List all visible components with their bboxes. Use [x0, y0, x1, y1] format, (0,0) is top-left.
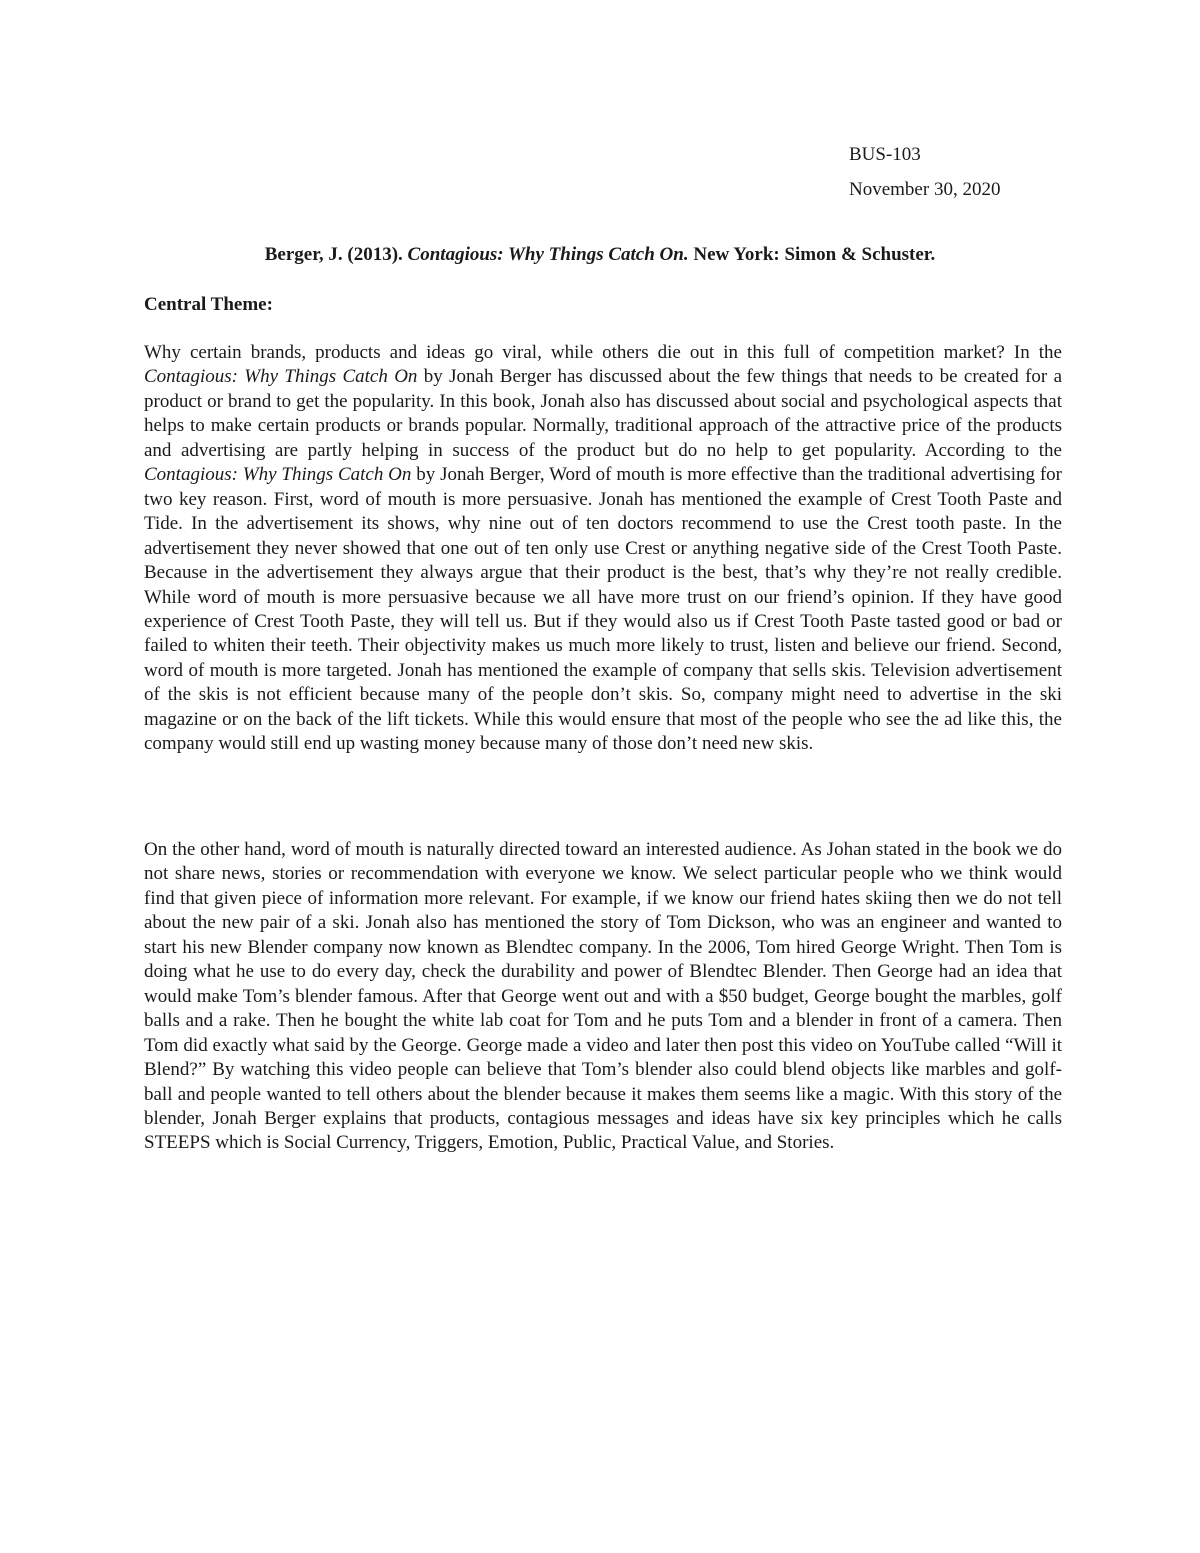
course-code: BUS-103: [849, 144, 921, 165]
paragraph-1-part-1: Why certain brands, products and ideas go viral, while others die out in this full of competition market? In the: [144, 342, 1062, 363]
paragraph-1-part-2: by Jonah Berger has discussed about the few things that needs to be created for a product or brand to get the popularity. In this book, Jonah also has discussed about social and psychological aspects that helps to make certain products or brands popular. Normally, traditional approach of the attractive price of the products and advertising are partly helping in success of the product but do no help to get popularity. According to the: [144, 366, 1063, 461]
paragraph-1-book-title-1: Contagious: Why Things Catch On: [144, 366, 418, 388]
document-date: November 30, 2020: [849, 179, 1001, 200]
document-header: [849, 143, 1000, 213]
paragraph-1-book-title-2: Contagious: Why Things Catch On: [144, 464, 412, 486]
body-paragraph-1: [144, 341, 1062, 757]
body-paragraph-2: On the other hand, word of mouth is naturally directed toward an interested audience. As Johan stated in the book we do not share news, stories or recommendation with everyone we know. We select particular people who we think would find that given piece of information more relevant. For example, if we know our friend hates skiing then we do not tell about the new pair of a ski. Jonah also has mentioned the story of Tom Dickson, who was an engineer and wanted to start his new Blender company now known as Blendtec company. In the 2006, Tom hired George Wright. Then Tom is doing what he use to do every day, check the durability and power of Blendtec Blender. Then George had an idea that would make Tom’s blender famous. After that George went out and with a $50 budget, George bought the marbles, golf balls and a rake. Then he bought the white lab coat for Tom and he puts Tom and a blender in front of a camera. Then Tom did exactly what said by the George. George made a video and later then post this video on YouTube called “Will it Blend?” By watching this video people can believe that Tom’s blender also could blend objects like marbles and golf-ball and people wanted to tell others about the blender because it makes them seems like a magic. With this story of the blender, Jonah Berger explains that products, contagious messages and ideas have six key principles which he calls STEEPS which is Social Currency, Triggers, Emotion, Public, Practical Value, and Stories.: [144, 839, 1062, 1154]
citation-publisher: New York: Simon & Schuster.: [693, 244, 936, 265]
section-heading: Central Theme:: [144, 294, 273, 315]
citation-author-year: Berger, J. (2013).: [264, 244, 403, 265]
paragraph-1-part-3: by Jonah Berger, Word of mouth is more effective than the traditional advertising for two key reason. First, word of mouth is more persuasive. Jonah has mentioned the example of Crest Tooth Paste and Tide. In the advertisement its shows, why nine out of ten doctors recommend to use the Crest tooth paste. In the advertisement they never showed that one out of ten only use Crest or anything negative side of the Crest Tooth Paste. Because in the advertisement they always argue that their product is the best, that’s why they’re not really credible. While word of mouth is more persuasive because we all have more trust on our friend’s opinion. If they have good experience of Crest Tooth Paste, they will tell us. But if they would also us if Crest Tooth Paste tasted good or bad or failed to whiten their teeth. Their objectivity makes us much more likely to trust, listen and believe our friend. Second, word of mouth is more targeted. Jonah has mentioned the example of company that sells skis. Television advertisement of the skis is not efficient because many of the people don’t skis. So, company might need to advertise in the ski magazine or on the back of the lift tickets. While this would ensure that most of the people who see the ad like this, the company would still end up wasting money because many of those don’t need new skis.: [144, 464, 1062, 755]
citation-title: Contagious: Why Things Catch On.: [407, 244, 689, 265]
book-citation: [0, 243, 1200, 267]
